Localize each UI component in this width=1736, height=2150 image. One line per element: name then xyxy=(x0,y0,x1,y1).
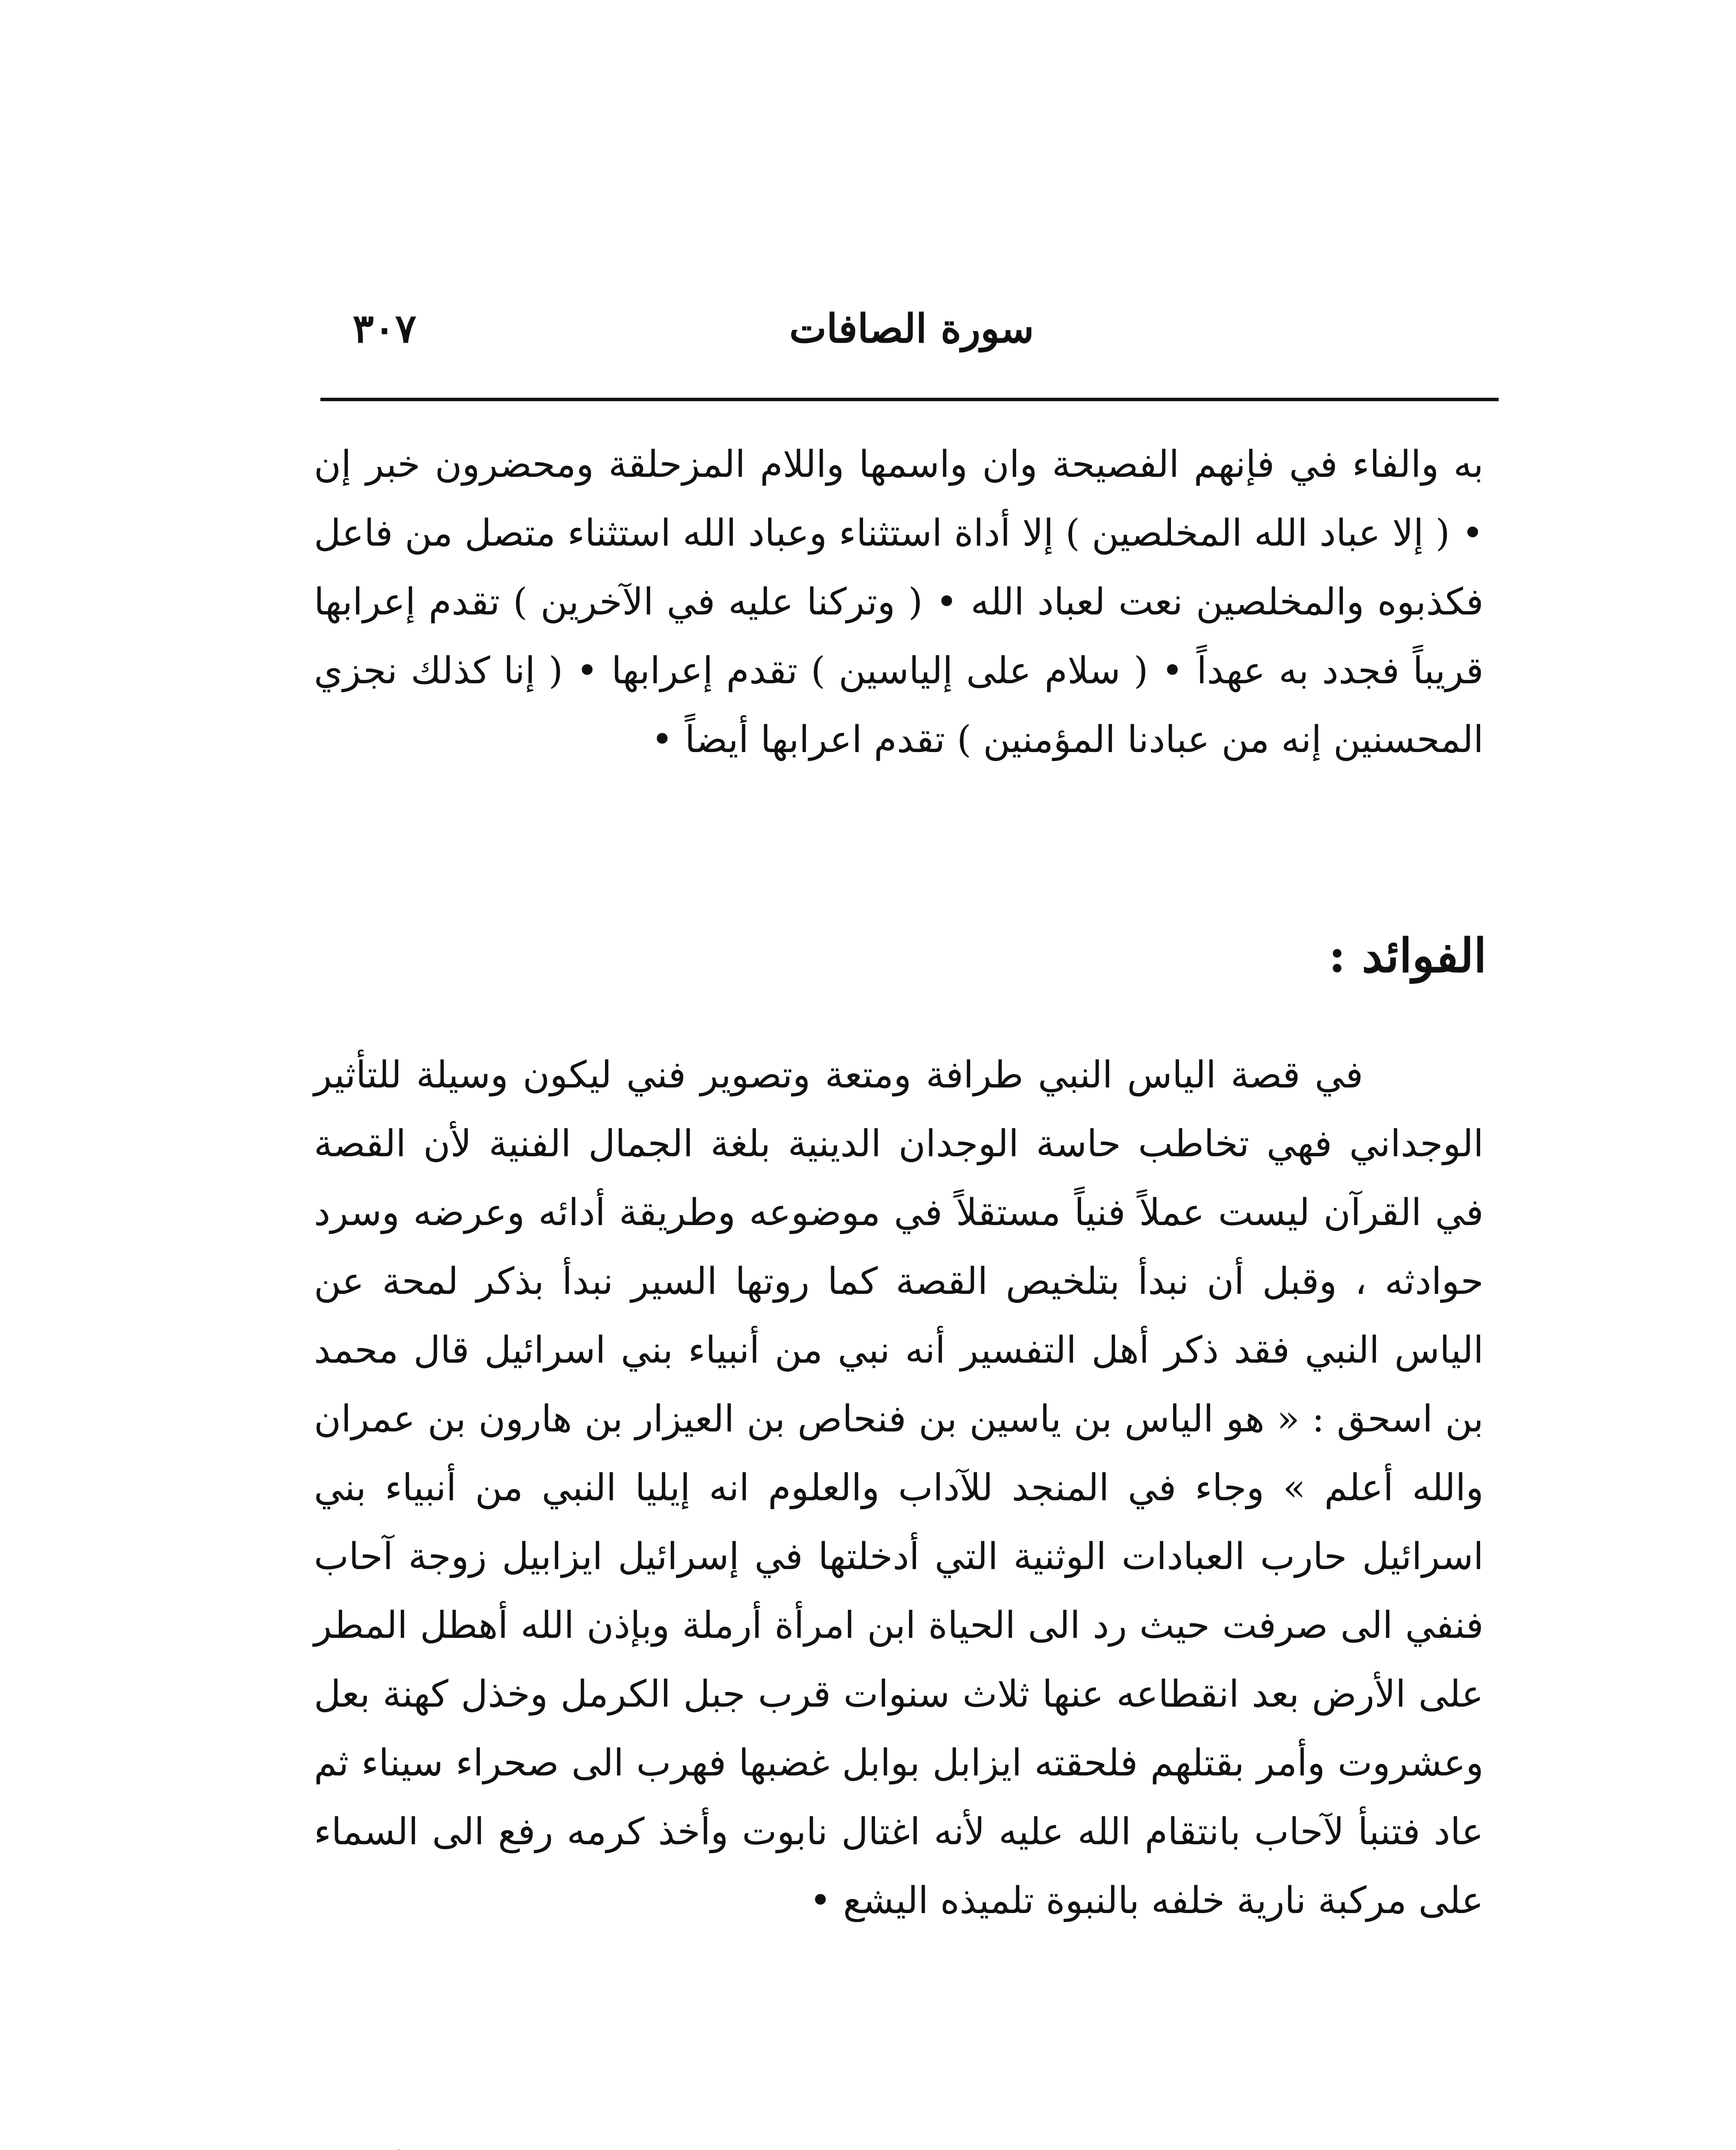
header-divider xyxy=(320,398,1499,401)
page-number: ٣٠٧ xyxy=(353,305,417,352)
grammar-paragraph: به والفاء في فإنهم الفصيحة وان واسمها واللام المزحلقة ومحضرون خبر إن • ( إلا عباد الله المخلصين ) إلا أداة استثناء وعباد الله استثناء متصل من فاعل فكذبوه والمخلصين نعت لعباد الله • ( وتركنا عليه في الآخرين ) تقدم إعرابها قريباً فجدد به عهداً • ( سلام على إلياسين ) تقدم إعرابها • ( إنا كذلك نجزي المحسنين إنه من عبادنا المؤمنين ) تقدم اعرابها أيضاً • xyxy=(314,443,1484,761)
chapter-title: سورة الصافات xyxy=(789,305,1034,352)
summary-intro-paragraph xyxy=(314,2141,1484,2150)
running-header xyxy=(327,301,1496,366)
benefits-paragraph: في قصة الياس النبي طرافة ومتعة وتصوير فني ليكون وسيلة للتأثير الوجداني فهي تخاطب حاسة الوجدان الدينية بلغة الجمال الفنية لأن القصة في القرآن ليست عملاً فنياً مستقلاً في موضوعه وطريقة أدائه وعرضه وسرد حوادثه ، وقبل أن نبدأ بتلخيص القصة كما روتها السير نبدأ بذكر لمحة عن الياس النبي فقد ذكر أهل التفسير أنه نبي من أنبياء بني اسرائيل قال محمد بن اسحق : « هو الياس بن ياسين بن فنحاص بن العيزار بن هارون بن عمران والله أعلم » وجاء في المنجد للآداب والعلوم انه إيليا النبي من أنبياء بني اسرائيل حارب العبادات الوثنية التي أدخلتها في إسرائيل ايزابيل زوجة آحاب فنفي الى صرفت حيث رد الى الحياة ابن امرأة أرملة وبإذن الله أهطل المطر على الأرض بعد انقطاعه عنها ثلاث سنوات قرب جبل الكرمل وخذل كهنة بعل وعشروت وأمر بقتلهم فلحقته ايزابل بوابل غضبها فهرب الى صحراء سيناء ثم عاد فتنبأ لآحاب بانتقام الله عليه لأنه اغتال نابوت وأخذ كرمه رفع الى السماء على مركبة نارية خلفه بالنبوة تلميذه اليشع • xyxy=(314,1054,1484,1922)
section-heading: الفوائد : xyxy=(1328,929,1487,983)
